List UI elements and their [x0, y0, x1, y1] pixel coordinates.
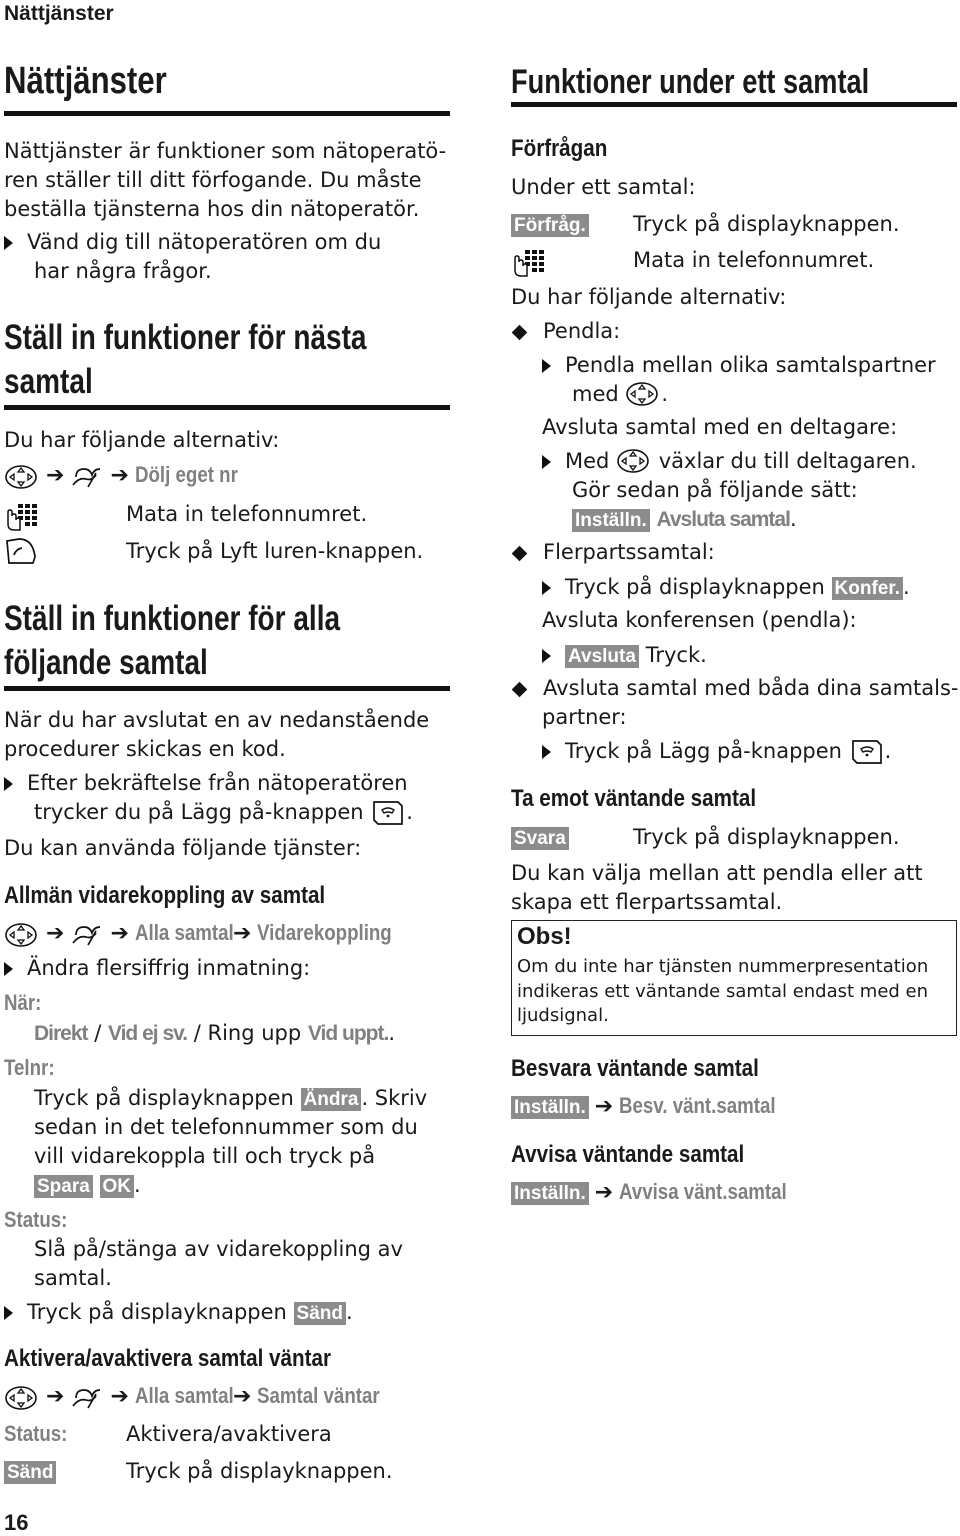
- status-text: Slå på/stänga av vidarekoppling av: [34, 1237, 403, 1261]
- body-text: Avsluta konferensen (pendla):: [542, 608, 857, 632]
- key-send[interactable]: Sänd: [294, 1302, 346, 1325]
- bullet-diamond-icon: [512, 681, 528, 697]
- page-title: Nättjänster: [4, 60, 167, 102]
- subsection-heading: Besvara väntande samtal: [511, 1055, 759, 1082]
- telnr-keys: Spara OK .: [34, 1171, 141, 1200]
- section-title: Funktioner under ett samtal: [511, 63, 870, 101]
- intro-step-cont: har några frågor.: [34, 259, 212, 283]
- intro-line: ren ställer till ditt förfogande. Du måste: [4, 168, 422, 192]
- lift-handset-icon: [4, 537, 40, 567]
- step-text: Tryck på displayknappen.: [633, 825, 900, 849]
- body-text: procedurer skickas en kod.: [4, 737, 286, 761]
- intro-line: Nättjänster är funktioner som nätoperatö-: [4, 139, 447, 163]
- subsection-heading: Avvisa väntande samtal: [511, 1141, 745, 1168]
- bullet-diamond-icon: [512, 545, 528, 561]
- menu-icon: [70, 923, 104, 949]
- bullet-item: Pendla:: [511, 317, 620, 346]
- bullet-triangle-icon: [542, 745, 551, 759]
- step-cont: Inställn. Avsluta samtal.: [572, 505, 797, 534]
- field-label-telnr: Telnr:: [4, 1055, 55, 1080]
- divider: [4, 686, 450, 691]
- intro-line: beställa tjänsterna hos din nätoperatör.: [4, 197, 420, 221]
- menu-path: [511, 1093, 803, 1119]
- alternatives-text: Du har följande alternativ:: [4, 428, 280, 452]
- step-text: Tryck på displayknappen.: [633, 212, 900, 236]
- arrow-icon: ➔: [233, 921, 252, 946]
- bullet-triangle-icon: [542, 649, 551, 663]
- section-heading: följande samtal: [4, 643, 208, 682]
- key-end[interactable]: Avsluta: [565, 645, 639, 668]
- step: Avsluta Tryck.: [542, 641, 707, 670]
- subsection-heading: Allmän vidarekoppling av samtal: [4, 882, 326, 909]
- step: Med växlar du till deltagaren.: [542, 447, 917, 476]
- step: Efter bekräftelse från nätoperatören: [4, 769, 408, 798]
- bullet-triangle-icon: [542, 581, 551, 595]
- arrow-icon: ➔: [594, 1180, 614, 1205]
- subsection-heading: Förfrågan: [511, 135, 608, 162]
- step: Ändra flersiffrig inmatning:: [4, 954, 310, 983]
- keypad-icon: [511, 248, 547, 278]
- menu-path: [4, 920, 416, 950]
- step-cont: trycker du på Lägg på-knappen .: [34, 798, 413, 827]
- step: Tryck på displayknappen Sänd .: [4, 1298, 353, 1327]
- hang-up-icon: [370, 799, 406, 827]
- bullet-triangle-icon: [4, 777, 13, 791]
- note-box: [511, 920, 957, 1036]
- section-heading: samtal: [4, 362, 93, 401]
- navigation-key-icon: [616, 448, 652, 476]
- bullet-triangle-icon: [4, 962, 13, 976]
- body-text: skapa ett flerpartssamtal.: [511, 890, 783, 914]
- step: Pendla mellan olika samtalspartner: [542, 351, 936, 380]
- running-header: Nättjänster: [4, 2, 114, 25]
- menu-item-hide-number: Dölj eget nr: [134, 462, 238, 487]
- step: Tryck på Lägg på-knappen .: [542, 737, 891, 766]
- key-save[interactable]: Spara: [34, 1175, 93, 1198]
- menu-item-answer-waiting: Besv. vänt.samtal: [619, 1093, 776, 1118]
- body-text: Avsluta samtal med en deltagare:: [542, 415, 898, 439]
- navigation-key-icon: [625, 381, 661, 409]
- bullet-triangle-icon: [542, 455, 551, 469]
- bullet-triangle-icon: [4, 1306, 13, 1320]
- menu-path: [4, 462, 256, 492]
- body-text: Du har följande alternativ:: [511, 285, 787, 309]
- body-text: Du kan använda följande tjänster:: [4, 836, 362, 860]
- key-send-row: [4, 1457, 56, 1486]
- telnr-text: sedan in det telefonnummer som du: [34, 1115, 418, 1139]
- navigation-key-icon: [4, 922, 40, 950]
- menu-item-forwarding: Vidarekoppling: [257, 920, 393, 945]
- menu-path: [511, 1179, 817, 1205]
- menu-item-all-calls: Alla samtal: [134, 920, 234, 945]
- key-settings[interactable]: Inställn.: [511, 1096, 589, 1119]
- when-options: Direkt / Vid ej sv. / Ring upp Vid uppt..: [34, 1021, 396, 1045]
- subsection-heading: Ta emot väntande samtal: [511, 785, 757, 812]
- menu-item-all-calls: Alla samtal: [134, 1383, 234, 1408]
- step-text: Tryck på displayknappen.: [126, 1459, 393, 1483]
- note-title: Obs!: [517, 923, 572, 950]
- bullet-triangle-icon: [542, 359, 551, 373]
- menu-icon: [70, 1386, 104, 1412]
- note-line: indikeras ett väntande samtal endast med en: [517, 980, 929, 1002]
- menu-icon: [70, 465, 104, 491]
- key-settings[interactable]: Inställn.: [511, 1182, 589, 1205]
- body-text: Under ett samtal:: [511, 175, 696, 199]
- menu-item-end-call: Avsluta samtal: [656, 508, 790, 531]
- bullet-item-cont: partner:: [542, 705, 627, 729]
- key-row: [511, 823, 569, 852]
- status-text: samtal.: [34, 1266, 112, 1290]
- arrow-icon: ➔: [110, 1384, 129, 1409]
- status-text: Aktivera/avaktivera: [126, 1422, 332, 1446]
- key-change[interactable]: Ändra: [301, 1088, 362, 1111]
- key-conference[interactable]: Konfer.: [832, 577, 903, 600]
- arrow-icon: ➔: [46, 1384, 65, 1409]
- key-answer[interactable]: Svara: [511, 827, 569, 850]
- arrow-icon: ➔: [46, 463, 65, 488]
- section-heading: Ställ in funktioner för alla: [4, 599, 341, 638]
- menu-item-reject-waiting: Avvisa vänt.samtal: [619, 1179, 787, 1204]
- step-cont: med .: [572, 380, 668, 409]
- arrow-icon: ➔: [594, 1094, 614, 1119]
- navigation-key-icon: [4, 464, 40, 492]
- note-line: ljudsignal.: [517, 1005, 609, 1026]
- note-text: [517, 955, 953, 1029]
- arrow-icon: ➔: [110, 921, 129, 946]
- bullet-diamond-icon: [512, 324, 528, 340]
- section-heading: Ställ in funktioner för nästa: [4, 318, 367, 357]
- arrow-icon: ➔: [233, 1384, 252, 1409]
- key-ok[interactable]: OK: [100, 1175, 135, 1198]
- divider: [4, 405, 450, 410]
- key-enquiry[interactable]: Förfråg.: [511, 214, 589, 237]
- page-number: 16: [4, 1510, 29, 1535]
- step-text: Tryck på Lyft luren-knappen.: [126, 539, 424, 563]
- subsection-heading: Aktivera/avaktivera samtal väntar: [4, 1345, 332, 1372]
- key-send[interactable]: Sänd: [4, 1461, 56, 1484]
- menu-item-call-waiting: Samtal väntar: [257, 1383, 381, 1408]
- divider: [4, 111, 450, 116]
- arrow-icon: ➔: [46, 921, 65, 946]
- step-text: Mata in telefonnumret.: [126, 502, 368, 526]
- bullet-item: Flerpartssamtal:: [511, 538, 715, 567]
- intro-step: Vänd dig till nätoperatören om du: [4, 228, 381, 257]
- step-cont: Gör sedan på följande sätt:: [572, 478, 858, 502]
- key-row: [511, 210, 589, 239]
- field-label-status: Status:: [4, 1421, 68, 1446]
- bullet-item: Avsluta samtal med båda dina samtals-: [511, 674, 959, 703]
- step-text: Mata in telefonnumret.: [633, 248, 875, 272]
- field-label-status: Status:: [4, 1207, 68, 1232]
- arrow-icon: ➔: [110, 463, 129, 488]
- hang-up-icon: [849, 738, 885, 766]
- keypad-icon: [4, 502, 40, 532]
- note-line: Om du inte har tjänsten nummerpresentation: [517, 956, 929, 977]
- telnr-text: vill vidarekoppla till och tryck på: [34, 1144, 376, 1168]
- divider: [511, 102, 957, 107]
- navigation-key-icon: [4, 1385, 40, 1413]
- body-text: Du kan välja mellan att pendla eller att: [511, 861, 923, 885]
- bullet-triangle-icon: [4, 236, 13, 250]
- step: Tryck på displayknappen Konfer. .: [542, 573, 910, 602]
- key-settings[interactable]: Inställn.: [572, 509, 650, 532]
- menu-path: [4, 1383, 402, 1413]
- body-text: När du har avslutat en av nedanstående: [4, 708, 430, 732]
- field-label-when: När:: [4, 990, 42, 1015]
- telnr-text: Tryck på displayknappen Ändra . Skriv: [34, 1086, 428, 1110]
